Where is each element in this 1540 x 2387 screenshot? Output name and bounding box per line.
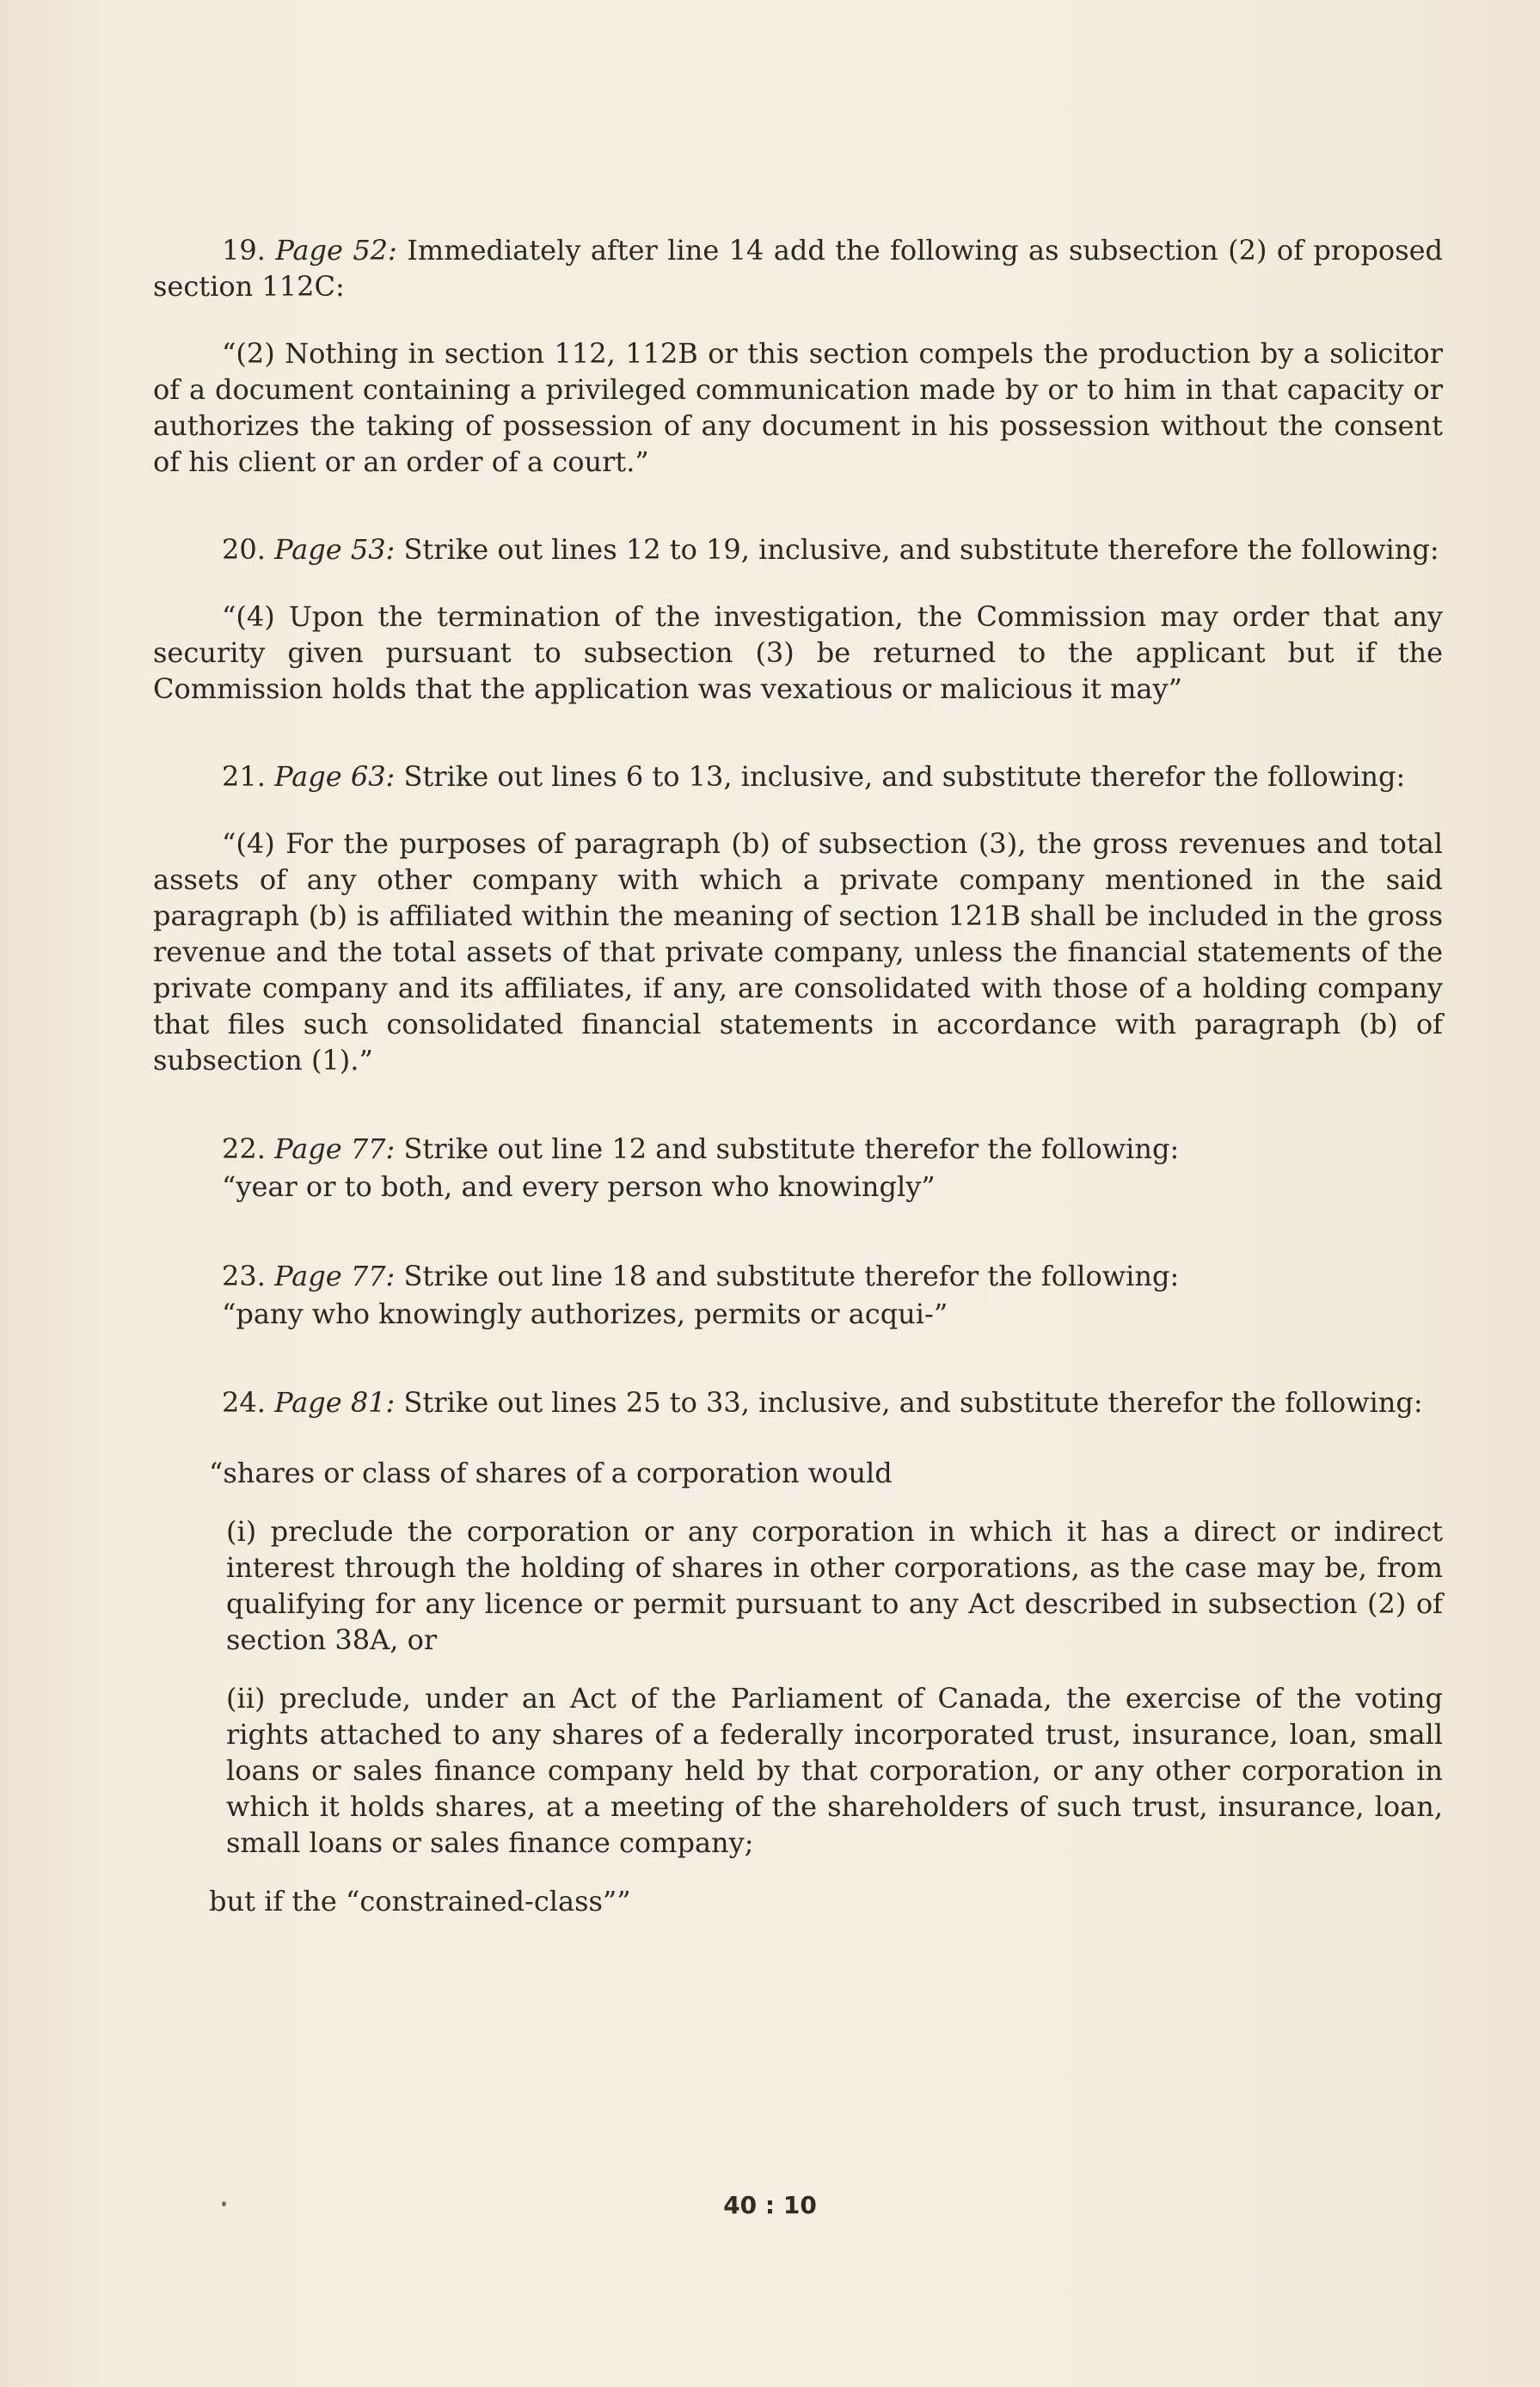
quoted-text: “(4) Upon the termination of the investigation, the Commission may order that any security given pursuant to subsection (3) be returned to the applicant but if the Commission holds that the application was vexatious or malicious it may” [153,600,1443,705]
quoted-text: “(4) For the purposes of paragraph (b) of subsection (3), the gross revenues and total assets of any other company with which a private company mentioned in the said paragraph (b) is affiliated within the meaning of section 121B shall be included in the gross revenue and the total assets of that private company, unless the financial statements of the private company and its affiliates, if any, are consolidated with those of a holding company that files such consolidated financial statements in accordance with paragraph (b) of subsection (1).” [153,827,1443,1077]
instruction-text: Strike out lines 25 to 33, inclusive, and substitute therefor the following: [403,1386,1423,1419]
amendment-instruction [153,1257,1443,1295]
amendment-number: 23. [222,1260,266,1292]
page-reference: Page 52: [275,234,397,267]
page-reference: Page 81: [274,1386,396,1419]
quoted-opening: “shares or class of shares of a corporation would [209,1457,893,1489]
page-reference: Page 77: [274,1260,396,1292]
amendment-22 [153,1130,1443,1206]
quoted-subparagraph-i: (i) preclude the corporation or any corporation in which it has a direct or indirect interest through the holding of shares in other corporations, as the case may be, from qualifying for any licence or permit pursuant to any Act described in subsection (2) of section 38A, or [226,1515,1443,1656]
amendment-number: 20. [222,533,266,566]
page-reference: Page 77: [274,1132,396,1165]
amendment-number: 22. [222,1132,266,1165]
amendment-number: 24. [222,1386,266,1419]
quoted-text: “(2) Nothing in section 112, 112B or this section compels the production by a solicitor of a document containing a privileged communication made by or to him in that capacity or authorizes the taking of possession of any document in his possession without the consent of his client or an order of a court.” [153,337,1443,478]
quoted-closing: but if the “constrained-class”” [209,1885,631,1918]
instruction-text: Strike out line 18 and substitute therefor the following: [403,1260,1180,1292]
amendment-21 [153,758,1443,1078]
page-reference: Page 63: [274,760,396,793]
instruction-text: Strike out lines 6 to 13, inclusive, and substitute therefor the following: [403,760,1406,793]
instruction-text: Immediately after line 14 add the following as subsection (2) of proposed section 112C: [153,234,1444,303]
page-reference: Page 53: [274,533,396,566]
amendment-number: 21. [222,760,266,793]
quoted-text: “pany who knowingly authorizes, permits or acqui-” [222,1298,948,1330]
amendment-instruction [153,1384,1443,1421]
amendments-body [153,232,1443,1942]
page-number: 40 : 10 [723,2191,817,2219]
amendment-20 [153,531,1443,707]
amendment-instruction [153,232,1443,304]
amendment-23 [153,1257,1443,1333]
amendment-instruction [153,531,1443,568]
amendment-24 [153,1384,1443,1919]
instruction-text: Strike out lines 12 to 19, inclusive, and substitute therefore the following: [403,533,1439,566]
quoted-text: “year or to both, and every person who knowingly” [222,1170,936,1203]
amendment-instruction [153,1130,1443,1168]
instruction-text: Strike out line 12 and substitute therefor the following: [403,1132,1180,1165]
amendment-instruction [153,758,1443,795]
quoted-block [153,1455,1443,1919]
amendment-number: 19. [222,234,266,267]
quoted-subparagraph-ii: (ii) preclude, under an Act of the Parliament of Canada, the exercise of the voting rights attached to any shares of a federally incorporated trust, insurance, loan, small loans or sales finance company held by that corporation, or any other corporation in which it holds shares, at a meeting of the shareholders of such trust, insurance, loan, small loans or sales finance company; [226,1682,1443,1859]
amendment-19 [153,232,1443,480]
